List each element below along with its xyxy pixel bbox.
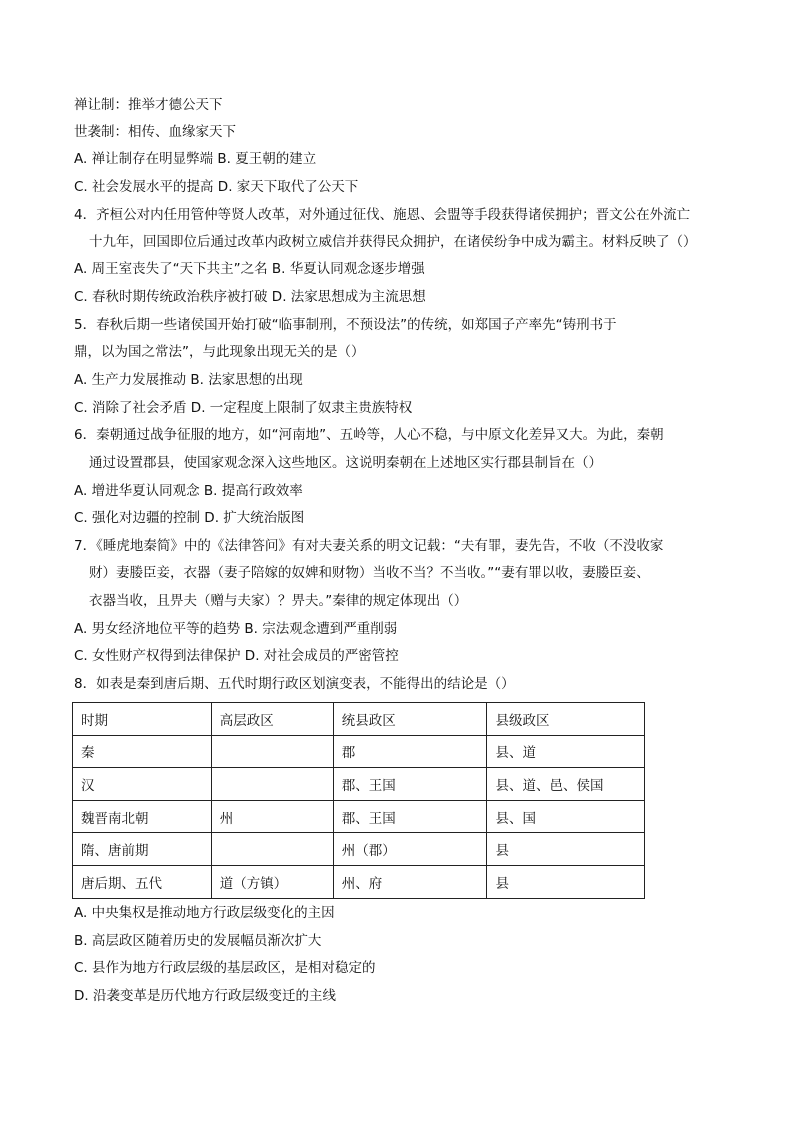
- q4-option-cd: C. 春秋时期传统政治秩序被打破 D. 法家思想成为主流思想: [74, 289, 426, 305]
- table-row: [73, 735, 645, 768]
- q5-stem-line-1: 5．春秋后期一些诸侯国开始打破“临事制刑，不预设法”的传统，如郑国子产率先“铸刑书于: [74, 317, 617, 333]
- table-header-cell: 县级政区: [487, 703, 645, 736]
- table-cell: 郡、王国: [333, 768, 487, 801]
- admin-division-table: [72, 702, 645, 899]
- table-cell: 隋、唐前期: [73, 833, 212, 866]
- q6-stem-line-2: 通过设置郡县，使国家观念深入这些地区。这说明秦朝在上述地区实行郡县制旨在（）: [89, 455, 602, 471]
- q5-stem-line-2: 鼎，以为国之常法”，与此现象出现无关的是（）: [74, 344, 365, 360]
- q7-stem-line-3: 衣器当收，且畀夫（赠与夫家）？畀夫。”秦律的规定体现出（）: [89, 593, 468, 609]
- table-cell: 郡: [333, 735, 487, 768]
- table-cell: 道（方镇）: [211, 865, 333, 898]
- table-row: [73, 865, 645, 898]
- intro-line-1: 禅让制：推举才德公天下: [74, 97, 223, 113]
- q6-stem-line-1: 6．秦朝通过战争征服的地方，如“河南地”、五岭等，人心不稳，与中原文化差异又大。为此，秦朝: [74, 427, 664, 443]
- q3-option-ab: A. 禅让制存在明显弊端 B. 夏王朝的建立: [74, 151, 317, 167]
- q7-stem-line-1: 7．《睡虎地秦简》中的《法律答问》有对夫妻关系的明文记载：“夫有罪，妻先告，不收（不没收家: [74, 538, 664, 554]
- q4-stem-line-1: 4．齐桓公对内任用管仲等贤人改革，对外通过征伐、施恩、会盟等手段获得诸侯拥护；晋文公在外流亡: [74, 207, 691, 223]
- q3-option-cd: C. 社会发展水平的提高 D. 家天下取代了公天下: [74, 179, 359, 195]
- q8-stem: 8．如表是秦到唐后期、五代时期行政区划演变表，不能得出的结论是（）: [74, 676, 515, 692]
- table-cell: 州（郡）: [333, 833, 487, 866]
- table-cell: 县、国: [487, 800, 645, 833]
- q7-option-cd: C. 女性财产权得到法律保护 D. 对社会成员的严密管控: [74, 648, 399, 664]
- q8-option-c: C. 县作为地方行政层级的基层政区，是相对稳定的: [74, 960, 376, 976]
- table-row: [73, 800, 645, 833]
- table-cell: 州: [211, 800, 333, 833]
- q4-option-ab: A. 周王室丧失了“天下共主”之名 B. 华夏认同观念逐步增强: [74, 261, 425, 277]
- q6-option-ab: A. 增进华夏认同观念 B. 提高行政效率: [74, 483, 303, 499]
- table-cell: 郡、王国: [333, 800, 487, 833]
- table-header-row: [73, 703, 645, 736]
- table-header-cell: 统县政区: [333, 703, 487, 736]
- table-cell: 县: [487, 865, 645, 898]
- table-cell: 汉: [73, 768, 212, 801]
- table-row: [73, 833, 645, 866]
- table-cell: [211, 833, 333, 866]
- table-cell: 秦: [73, 735, 212, 768]
- table-cell: [211, 768, 333, 801]
- q7-stem-line-2: 财）妻媵臣妾，衣器（妻子陪嫁的奴婢和财物）当收不当？不当收。”“妻有罪以收，妻媵臣妾、: [89, 565, 650, 581]
- q4-stem-line-2: 十九年，回国即位后通过改革内政树立威信并获得民众拥护，在诸侯纷争中成为霸主。材料反映了（）: [89, 234, 697, 250]
- intro-line-2: 世袭制：相传、血缘家天下: [74, 124, 236, 140]
- q5-option-cd: C. 消除了社会矛盾 D. 一定程度上限制了奴隶主贵族特权: [74, 400, 413, 416]
- table-cell: [211, 735, 333, 768]
- table-cell: 州、府: [333, 865, 487, 898]
- q5-option-ab: A. 生产力发展推动 B. 法家思想的出现: [74, 372, 303, 388]
- q7-option-ab: A. 男女经济地位平等的趋势 B. 宗法观念遭到严重削弱: [74, 621, 398, 637]
- table-cell: 唐后期、五代: [73, 865, 212, 898]
- table-row: [73, 768, 645, 801]
- table-cell: 县、道、邑、侯国: [487, 768, 645, 801]
- table-header-cell: 时期: [73, 703, 212, 736]
- q8-option-d: D. 沿袭变革是历代地方行政层级变迁的主线: [74, 988, 336, 1004]
- table-cell: 县: [487, 833, 645, 866]
- table-cell: 县、道: [487, 735, 645, 768]
- table-cell: 魏晋南北朝: [73, 800, 212, 833]
- q8-option-b: B. 高层政区随着历史的发展幅员渐次扩大: [74, 933, 322, 949]
- table-header-cell: 高层政区: [211, 703, 333, 736]
- q8-option-a: A. 中央集权是推动地方行政层级变化的主因: [74, 905, 335, 921]
- q6-option-cd: C. 强化对边疆的控制 D. 扩大统治版图: [74, 510, 305, 526]
